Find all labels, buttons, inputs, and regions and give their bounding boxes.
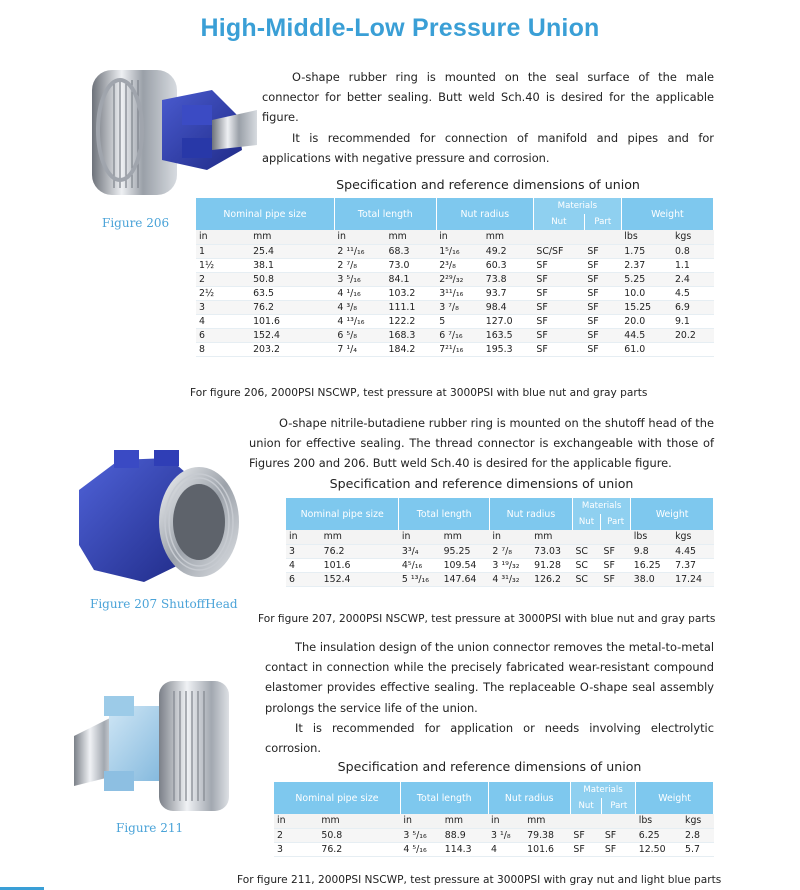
unit-cell: mm xyxy=(531,530,572,544)
table-cell: 203.2 xyxy=(250,342,334,356)
table-cell xyxy=(672,342,714,356)
table-row xyxy=(196,314,714,328)
table-cell: 1 xyxy=(196,244,250,258)
table-cell: 50.8 xyxy=(318,828,400,842)
page-title: High-Middle-Low Pressure Union xyxy=(200,14,600,42)
unit-cell: in xyxy=(334,230,385,244)
table-cell: SF xyxy=(601,572,631,586)
table-cell: 91.28 xyxy=(531,558,572,572)
union-207-photo xyxy=(74,450,254,590)
table-cell: SF xyxy=(601,544,631,558)
unit-cell xyxy=(602,814,636,828)
figure-206-label: Figure 206 xyxy=(102,216,170,230)
table-cell: SC xyxy=(572,544,600,558)
unit-cell: kgs xyxy=(682,814,713,828)
table-cell: 6 ⁷/₁₆ xyxy=(436,328,483,342)
unit-cell: in xyxy=(400,814,441,828)
table-row xyxy=(196,272,714,286)
table-cell: 103.2 xyxy=(386,286,437,300)
table-cell: 3 ¹⁹/₃₂ xyxy=(489,558,531,572)
table-cell: 15.25 xyxy=(621,300,672,314)
unit-cell xyxy=(601,530,631,544)
table-row xyxy=(286,544,714,558)
figure-207-label: Figure 207 ShutoffHead xyxy=(90,597,238,611)
table-cell: 3¹¹/₁₆ xyxy=(436,286,483,300)
header-weight: Weight xyxy=(636,782,714,814)
table-cell: 3 ⁵/₁₆ xyxy=(334,272,385,286)
unit-cell: mm xyxy=(250,230,334,244)
table-cell: 109.54 xyxy=(441,558,490,572)
table-cell: SF xyxy=(602,828,636,842)
table-cell: SF xyxy=(584,342,621,356)
table-cell: SF xyxy=(570,842,601,856)
unit-cell: in xyxy=(274,814,318,828)
unit-cell xyxy=(570,814,601,828)
table-cell: 20.2 xyxy=(672,328,714,342)
table-cell: 126.2 xyxy=(531,572,572,586)
header-nut-radius: Nut radius xyxy=(436,198,533,230)
table-cell: 6 xyxy=(196,328,250,342)
table-row xyxy=(196,300,714,314)
table-cell: SC/SF xyxy=(533,244,584,258)
unit-cell xyxy=(533,230,584,244)
table-cell: 61.0 xyxy=(621,342,672,356)
table-cell: 4 xyxy=(488,842,524,856)
unit-cell: in xyxy=(196,230,250,244)
unit-cell: lbs xyxy=(621,230,672,244)
table-cell: 122.2 xyxy=(386,314,437,328)
table-cell: 3 xyxy=(196,300,250,314)
table-cell: 4 ³/₈ xyxy=(334,300,385,314)
header-total-length: Total length xyxy=(399,498,490,530)
section1-para1: O-shape rubber ring is mounted on the seal surface of the male connector for better sealing. Butt weld Sch.40 is desired for the applicable figure. xyxy=(262,70,714,125)
section3-spec-table xyxy=(274,782,714,857)
table-cell: 25.4 xyxy=(250,244,334,258)
header-materials-part: Part xyxy=(584,214,621,230)
unit-cell: mm xyxy=(318,814,400,828)
table-cell: 20.0 xyxy=(621,314,672,328)
table-cell: 101.6 xyxy=(250,314,334,328)
table-cell: 6.9 xyxy=(672,300,714,314)
table-cell: 163.5 xyxy=(483,328,534,342)
table-cell: 152.4 xyxy=(250,328,334,342)
section3-description xyxy=(265,637,714,758)
unit-cell: mm xyxy=(483,230,534,244)
table-cell: SF xyxy=(584,258,621,272)
header-total-length: Total length xyxy=(400,782,488,814)
table-cell: 76.2 xyxy=(250,300,334,314)
unit-cell: in xyxy=(488,814,524,828)
table-cell: SF xyxy=(533,300,584,314)
table-cell: 98.4 xyxy=(483,300,534,314)
table-cell: 88.9 xyxy=(442,828,488,842)
table-cell: 38.0 xyxy=(631,572,672,586)
unit-cell: mm xyxy=(321,530,399,544)
union-206-photo xyxy=(62,60,262,210)
table-cell: 168.3 xyxy=(386,328,437,342)
table-cell: 2.4 xyxy=(672,272,714,286)
units-row xyxy=(274,814,714,828)
section1-para2: It is recommended for connection of manifold and pipes and for applications with negative pressure and corrosion. xyxy=(262,130,714,165)
header-weight: Weight xyxy=(621,198,713,230)
table-cell: 2 xyxy=(274,828,318,842)
table-cell: 184.2 xyxy=(386,342,437,356)
units-row xyxy=(196,230,714,244)
table-cell: SF xyxy=(584,244,621,258)
table-cell: 60.3 xyxy=(483,258,534,272)
table-row xyxy=(196,286,714,300)
units-row xyxy=(286,530,714,544)
table-row xyxy=(286,572,714,586)
header-materials-nut: Nut xyxy=(572,514,600,530)
unit-cell: lbs xyxy=(631,530,672,544)
table-cell: 3 ⁷/₈ xyxy=(436,300,483,314)
table-cell: 7 ¹/₄ xyxy=(334,342,385,356)
header-nominal-pipe-size: Nominal pipe size xyxy=(286,498,399,530)
table-cell: SF xyxy=(584,314,621,328)
table-cell: 68.3 xyxy=(386,244,437,258)
union-211-photo xyxy=(74,676,259,816)
table-cell: 4 xyxy=(286,558,321,572)
unit-cell: in xyxy=(436,230,483,244)
table-cell: 4.5 xyxy=(672,286,714,300)
header-materials-nut: Nut xyxy=(570,798,601,814)
header-materials-part: Part xyxy=(601,514,631,530)
table-cell: 4⁵/₁₆ xyxy=(399,558,441,572)
table-cell: 127.0 xyxy=(483,314,534,328)
table-cell: 38.1 xyxy=(250,258,334,272)
table-cell: 44.5 xyxy=(621,328,672,342)
table-cell: 2 xyxy=(196,272,250,286)
table-cell: 1½ xyxy=(196,258,250,272)
header-materials: Materials xyxy=(570,782,635,798)
unit-cell: mm xyxy=(524,814,570,828)
table-cell: 4 ¹³/₁₆ xyxy=(334,314,385,328)
table-cell: 3 ⁵/₁₆ xyxy=(400,828,441,842)
table-cell: 0.8 xyxy=(672,244,714,258)
table-cell: 3 xyxy=(274,842,318,856)
table-cell: SC xyxy=(572,558,600,572)
table-cell: 2³/₈ xyxy=(436,258,483,272)
table-cell: 2 ⁷/₈ xyxy=(334,258,385,272)
header-nominal-pipe-size: Nominal pipe size xyxy=(274,782,400,814)
table-cell: 5.25 xyxy=(621,272,672,286)
table-cell: 2 ⁷/₈ xyxy=(489,544,531,558)
table-cell: SC xyxy=(572,572,600,586)
table-row xyxy=(196,328,714,342)
table-cell: 2½ xyxy=(196,286,250,300)
section1-description xyxy=(262,67,714,168)
table-cell: 93.7 xyxy=(483,286,534,300)
section3-note: For figure 211, 2000PSI NSCWP, test pressure at 3000PSI with gray nut and light blue parts xyxy=(237,874,722,886)
table-cell: 16.25 xyxy=(631,558,672,572)
table-cell: 5 ¹³/₁₆ xyxy=(399,572,441,586)
unit-cell: lbs xyxy=(636,814,682,828)
table-cell: SF xyxy=(584,272,621,286)
unit-cell: kgs xyxy=(672,230,714,244)
table-cell: 63.5 xyxy=(250,286,334,300)
section1-note: For figure 206, 2000PSI NSCWP, test pressure at 3000PSI with blue nut and gray parts xyxy=(190,387,648,399)
table-cell: 4 ³¹/₃₂ xyxy=(489,572,531,586)
table-cell: 2 ¹¹/₁₆ xyxy=(334,244,385,258)
table-cell: 6 ⁵/₈ xyxy=(334,328,385,342)
table-cell: 12.50 xyxy=(636,842,682,856)
table-cell: 7²¹/₁₆ xyxy=(436,342,483,356)
table-cell: 5.7 xyxy=(682,842,713,856)
table-cell: 49.2 xyxy=(483,244,534,258)
table-cell: 4 ⁵/₁₆ xyxy=(400,842,441,856)
table-cell: SF xyxy=(584,328,621,342)
table-cell: SF xyxy=(533,314,584,328)
unit-cell xyxy=(584,230,621,244)
table-cell: 4 xyxy=(196,314,250,328)
table-cell: 111.1 xyxy=(386,300,437,314)
table-cell: 6 xyxy=(286,572,321,586)
unit-cell: kgs xyxy=(672,530,713,544)
header-materials-part: Part xyxy=(602,798,636,814)
table-cell: 1.1 xyxy=(672,258,714,272)
unit-cell: in xyxy=(399,530,441,544)
table-cell: 9.1 xyxy=(672,314,714,328)
header-weight: Weight xyxy=(631,498,714,530)
table-row xyxy=(274,828,714,842)
table-row xyxy=(196,258,714,272)
table-cell: 84.1 xyxy=(386,272,437,286)
table-cell: 1⁵/₁₆ xyxy=(436,244,483,258)
table-row xyxy=(286,558,714,572)
section2-note: For figure 207, 2000PSI NSCWP, test pressure at 3000PSI with blue nut and gray parts xyxy=(258,613,716,625)
table-row xyxy=(196,244,714,258)
table-cell: 10.0 xyxy=(621,286,672,300)
header-materials-nut: Nut xyxy=(533,214,584,230)
table-cell: 6.25 xyxy=(636,828,682,842)
header-materials: Materials xyxy=(533,198,621,214)
table-cell: SF xyxy=(533,272,584,286)
header-nut-radius: Nut radius xyxy=(488,782,570,814)
table-cell: 76.2 xyxy=(318,842,400,856)
table-cell: 73.8 xyxy=(483,272,534,286)
table-cell: 195.3 xyxy=(483,342,534,356)
table-cell: 8 xyxy=(196,342,250,356)
section2-para1: O-shape nitrile-butadiene rubber ring is mounted on the shutoff head of the union for effective sealing. The thread connector is exchangeable with those of Figures 200 and 206. Butt weld Sch.40 is desired for the applicable figure. xyxy=(249,416,714,471)
table-cell: 73.0 xyxy=(386,258,437,272)
table-cell: 76.2 xyxy=(321,544,399,558)
table-cell: 95.25 xyxy=(441,544,490,558)
table-cell: 3 ¹/₈ xyxy=(488,828,524,842)
figure-211-label: Figure 211 xyxy=(116,821,184,835)
unit-cell: mm xyxy=(442,814,488,828)
unit-cell xyxy=(572,530,600,544)
unit-cell: mm xyxy=(386,230,437,244)
section2-description xyxy=(249,413,714,474)
section3-para2: It is recommended for application or needs involving electrolytic corrosion. xyxy=(265,720,714,756)
section2-spec-table xyxy=(286,498,714,587)
table-cell: SF xyxy=(601,558,631,572)
unit-cell: mm xyxy=(441,530,490,544)
section2-spec-title: Specification and reference dimensions of union xyxy=(329,476,634,491)
unit-cell: in xyxy=(489,530,531,544)
table-cell: 2²⁹/₃₂ xyxy=(436,272,483,286)
unit-cell: in xyxy=(286,530,321,544)
table-cell: SF xyxy=(533,342,584,356)
header-nominal-pipe-size: Nominal pipe size xyxy=(196,198,334,230)
table-cell: 152.4 xyxy=(321,572,399,586)
table-row xyxy=(274,842,714,856)
table-cell: SF xyxy=(533,286,584,300)
table-cell: SF xyxy=(602,842,636,856)
table-cell: SF xyxy=(533,258,584,272)
section1-spec-table xyxy=(196,198,714,357)
table-cell: 73.03 xyxy=(531,544,572,558)
section3-spec-title: Specification and reference dimensions of union xyxy=(337,759,642,774)
table-cell: 50.8 xyxy=(250,272,334,286)
table-cell: 7.37 xyxy=(672,558,713,572)
table-row xyxy=(196,342,714,356)
table-cell: 3 xyxy=(286,544,321,558)
table-cell: 17.24 xyxy=(672,572,713,586)
table-cell: 4.45 xyxy=(672,544,713,558)
table-cell: 114.3 xyxy=(442,842,488,856)
header-nut-radius: Nut radius xyxy=(489,498,572,530)
table-cell: 2.37 xyxy=(621,258,672,272)
table-cell: SF xyxy=(584,286,621,300)
table-cell: 101.6 xyxy=(524,842,570,856)
table-cell: 4 ¹/₁₆ xyxy=(334,286,385,300)
table-cell: 1.75 xyxy=(621,244,672,258)
section1-spec-title: Specification and reference dimensions of union xyxy=(336,177,640,192)
table-cell: 3³/₄ xyxy=(399,544,441,558)
table-cell: 79.38 xyxy=(524,828,570,842)
section3-para1: The insulation design of the union connector removes the metal-to-metal contact in connection while the precisely fabricated wear-resistant compound elastomer provides effective sealing. The replaceable O-shape seal assembly prolongs the service life of the union. xyxy=(265,640,714,715)
table-cell: SF xyxy=(570,828,601,842)
table-cell: 101.6 xyxy=(321,558,399,572)
table-cell: SF xyxy=(533,328,584,342)
table-cell: 9.8 xyxy=(631,544,672,558)
table-cell: 5 xyxy=(436,314,483,328)
header-total-length: Total length xyxy=(334,198,436,230)
table-cell: SF xyxy=(584,300,621,314)
table-cell: 147.64 xyxy=(441,572,490,586)
header-materials: Materials xyxy=(572,498,630,514)
table-cell: 2.8 xyxy=(682,828,713,842)
